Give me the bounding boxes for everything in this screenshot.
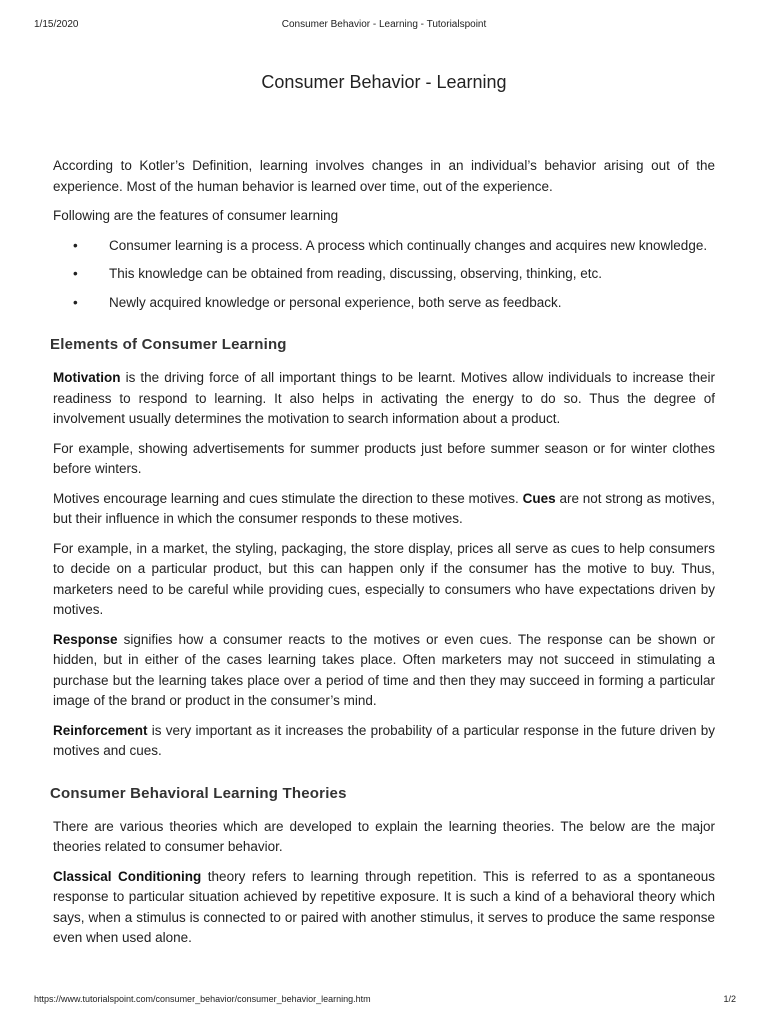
response-paragraph <box>53 630 715 712</box>
classical-conditioning-text: theory refers to learning through repetition. This is referred to as a spontaneous response to particular situation achieved by repetitive exposure. It is such a kind of a behavioral theory which says, when a stimulus is connected to or paired with another stimulus, it serves to produce the same response even when used alone. <box>53 868 715 945</box>
motivation-term: Motivation <box>53 370 121 385</box>
cues-paragraph <box>53 489 715 530</box>
print-header-date: 1/15/2020 <box>34 19 79 30</box>
page-title: Consumer Behavior - Learning <box>261 72 507 92</box>
response-text: signifies how a consumer reacts to the motives or even cues. The response can be shown or hidden, but in either of the cases learning takes place. Often marketers may not succeed in stimulating a purchase but the learning takes place over a period of time and then they may succeed in forming a particular image of the brand or product in the consumer’s mind. <box>53 631 715 708</box>
cues-term: Cues <box>522 490 556 506</box>
list-item-text: Consumer learning is a process. A process which continually changes and acquires new knowledge. <box>109 237 708 253</box>
bullet-icon: • <box>73 266 78 281</box>
response-term: Response <box>53 631 118 647</box>
classical-conditioning-term: Classical Conditioning <box>53 868 202 884</box>
intro-paragraph: According to Kotler’s Definition, learning involves changes in an individual’s behavior arising out of the experience. Most of the human behavior is learned over time, out of the experience. <box>53 158 715 194</box>
reinforcement-paragraph <box>53 721 715 762</box>
bullet-icon: • <box>73 237 78 253</box>
motivation-paragraph <box>53 368 715 430</box>
motivation-example: For example, showing advertisements for summer products just before summer season or for winter clothes before winters. <box>53 440 715 476</box>
classical-conditioning-paragraph <box>53 867 715 949</box>
print-header-title: Consumer Behavior - Learning - Tutorialspoint <box>281 19 487 30</box>
list-item <box>53 236 715 257</box>
reinforcement-term: Reinforcement <box>53 722 148 738</box>
cues-text: are not strong as motives, but their influence in which the consumer responds to these motives. <box>53 490 715 526</box>
cues-example: For example, in a market, the styling, packaging, the store display, prices all serve as cues to help consumers to decide on a particular product, but this can happen only if the consumer has the motive to buy. Thus, marketers need to be careful while providing cues, especially to consumers who have expectations driven by motives. <box>53 540 715 617</box>
reinforcement-text: is very important as it increases the probability of a particular response in the future driven by motives and cues. <box>53 722 715 758</box>
theories-intro: There are various theories which are developed to explain the learning theories. The below are the major theories related to consumer behavior. <box>53 818 715 854</box>
list-item-text: This knowledge can be obtained from reading, discussing, observing, thinking, etc. <box>109 266 603 281</box>
list-item-text: Newly acquired knowledge or personal experience, both serve as feedback. <box>109 294 562 310</box>
print-footer-url: https://www.tutorialspoint.com/consumer_behavior/consumer_behavior_learning.htm <box>34 994 371 1004</box>
motivation-text: is the driving force of all important things to be learnt. Motives allow individuals to increase their readiness to respond to learning. It also helps in activating the energy to do so. Thus the degree of involvement usually determines the motivation to search information about a product. <box>53 370 715 426</box>
features-list <box>53 236 715 314</box>
section-heading-elements: Elements of Consumer Learning <box>50 336 287 353</box>
features-lead: Following are the features of consumer learning <box>53 208 339 223</box>
cues-lead-text: Motives encourage learning and cues stimulate the direction to these motives. <box>53 490 523 506</box>
article-body <box>50 156 715 958</box>
section-heading-theories: Consumer Behavioral Learning Theories <box>50 784 347 802</box>
print-footer-page-number: 1/2 <box>723 994 736 1004</box>
list-item <box>53 264 715 285</box>
bullet-icon: • <box>73 294 78 310</box>
list-item <box>53 293 715 314</box>
